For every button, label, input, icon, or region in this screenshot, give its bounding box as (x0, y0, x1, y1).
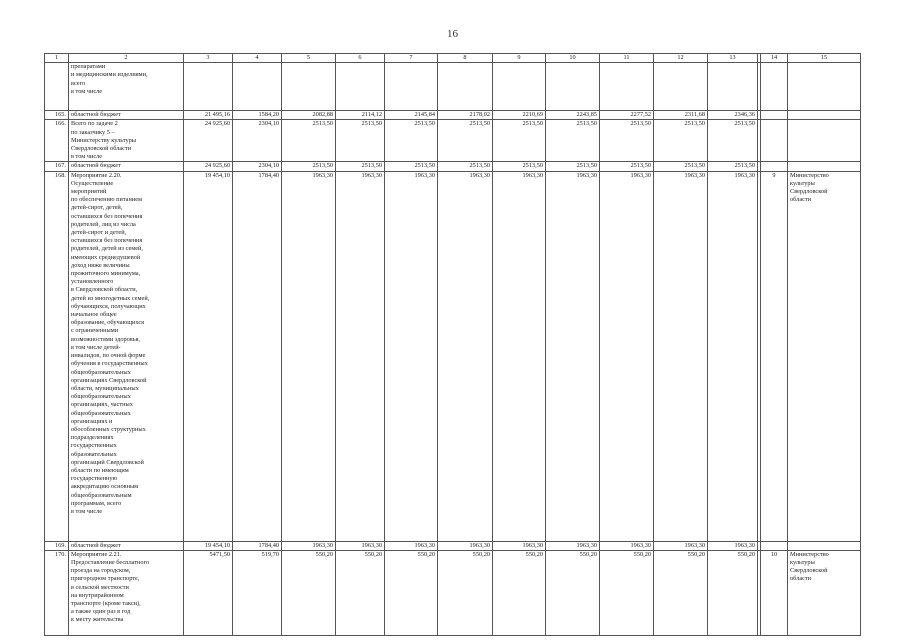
row-description: Мероприятие 2.21. Предоставление бесплатного проезда на городском, пригородном транспорте, в сельской местности на внутрирайонном транспорте (кроме такси), а также один раз в год к месту жительства (69, 550, 184, 635)
target-indicator (761, 111, 788, 120)
value-cell: 2513,50 (385, 162, 438, 171)
row-number: 165. (45, 111, 69, 120)
row-number: 170. (45, 550, 69, 635)
row-number: 166. (45, 120, 69, 162)
row-number: 167. (45, 162, 69, 171)
value-cell: 2513,50 (600, 120, 654, 162)
column-header: 1 (45, 54, 69, 63)
value-cell: 2277,52 (600, 111, 654, 120)
value-cell: 550,20 (385, 550, 438, 635)
column-header: 12 (654, 54, 708, 63)
value-cell: 1963,30 (385, 171, 438, 541)
value-cell: 1963,30 (493, 541, 546, 550)
responsible-body (788, 162, 861, 171)
value-cell (493, 63, 546, 111)
responsible-body (788, 541, 861, 550)
column-header: 13 (708, 54, 758, 63)
column-header: 15 (788, 54, 861, 63)
responsible-body: Министерство культуры Свердловской области (788, 550, 861, 635)
value-cell: 1784,40 (233, 541, 282, 550)
row-number (45, 63, 69, 111)
target-indicator (761, 162, 788, 171)
column-header: 2 (69, 54, 184, 63)
table-row (45, 171, 861, 541)
column-header: 4 (233, 54, 282, 63)
value-cell: 5471,50 (184, 550, 233, 635)
responsible-body: Министерство культуры Свердловской области (788, 171, 861, 541)
value-cell (600, 63, 654, 111)
value-cell: 2513,50 (385, 120, 438, 162)
value-cell: 1963,30 (282, 171, 336, 541)
value-cell: 2513,50 (336, 120, 385, 162)
value-cell: 1963,30 (493, 171, 546, 541)
value-cell (336, 63, 385, 111)
target-indicator: 10 (761, 550, 788, 635)
value-cell: 1963,30 (282, 541, 336, 550)
value-cell: 1963,30 (336, 171, 385, 541)
column-header: 8 (438, 54, 493, 63)
value-cell (546, 63, 600, 111)
value-cell: 24 925,60 (184, 162, 233, 171)
value-cell: 24 925,60 (184, 120, 233, 162)
column-header: 6 (336, 54, 385, 63)
value-cell: 21 495,16 (184, 111, 233, 120)
column-header: 11 (600, 54, 654, 63)
value-cell (654, 63, 708, 111)
column-header: 10 (546, 54, 600, 63)
row-number: 168. (45, 171, 69, 541)
column-header: 3 (184, 54, 233, 63)
value-cell: 1963,30 (546, 171, 600, 541)
value-cell: 2082,88 (282, 111, 336, 120)
value-cell: 19 454,10 (184, 171, 233, 541)
responsible-body (788, 111, 861, 120)
value-cell: 2304,10 (233, 162, 282, 171)
value-cell: 1963,30 (600, 171, 654, 541)
value-cell (438, 63, 493, 111)
value-cell: 1963,30 (438, 541, 493, 550)
table-row (45, 111, 861, 120)
value-cell: 2513,50 (336, 162, 385, 171)
value-cell: 1963,30 (546, 541, 600, 550)
value-cell: 1963,30 (600, 541, 654, 550)
responsible-body (788, 63, 861, 111)
value-cell: 2513,50 (438, 120, 493, 162)
value-cell: 2513,50 (493, 162, 546, 171)
row-description: Всего по задаче 2 по заказчику 5 – Министерству культуры Свердловской области в том числе (69, 120, 184, 162)
target-indicator (761, 63, 788, 111)
value-cell: 1963,30 (708, 171, 758, 541)
value-cell: 1963,30 (336, 541, 385, 550)
value-cell: 1963,30 (708, 541, 758, 550)
value-cell (282, 63, 336, 111)
value-cell: 19 454,10 (184, 541, 233, 550)
value-cell: 2513,50 (546, 162, 600, 171)
table-row (45, 541, 861, 550)
value-cell: 2513,50 (600, 162, 654, 171)
target-indicator: 9 (761, 171, 788, 541)
value-cell (385, 63, 438, 111)
value-cell: 2311,68 (654, 111, 708, 120)
responsible-body (788, 120, 861, 162)
value-cell: 1963,30 (385, 541, 438, 550)
target-indicator (761, 541, 788, 550)
value-cell: 550,20 (336, 550, 385, 635)
row-description: областной бюджет (69, 541, 184, 550)
value-cell: 2178,02 (438, 111, 493, 120)
value-cell: 2243,85 (546, 111, 600, 120)
value-cell: 2304,10 (233, 120, 282, 162)
budget-table (44, 53, 861, 636)
value-cell: 2513,50 (282, 162, 336, 171)
value-cell: 2513,50 (282, 120, 336, 162)
value-cell: 550,20 (438, 550, 493, 635)
table-header-row (45, 54, 861, 63)
row-description: Мероприятие 2.20. Осуществление мероприятий по обеспечению питанием детей-сирот, детей, оставшихся без попечения родителей, лиц из числа детей-сирот и детей, оставшихся без попечения родителей, детей из семей, имеющих среднедушевой доход ниже величины прожиточного минимума, установленного в Свердловской области, детей из многодетных семей, обучающихся, получающих начальное общее образование, обучающихся с ограниченными возможностями здоровья, в том числе детей- инвалидов, по очной форме обучения в государственных общеобразовательных организациях Свердловской области, муниципальных общеобразовательных организациях, частных общеобразовательных организациях и обособленных структурных подразделениях государственных образовательных организаций Свердловской области по имеющим государственную аккредитацию основным общеобразовательным программам, всего в том числе (69, 171, 184, 541)
table-row (45, 550, 861, 635)
value-cell: 1963,30 (438, 171, 493, 541)
value-cell: 2513,50 (708, 162, 758, 171)
value-cell: 2513,50 (654, 120, 708, 162)
column-header: 9 (493, 54, 546, 63)
value-cell: 1584,20 (233, 111, 282, 120)
value-cell: 1963,30 (654, 541, 708, 550)
value-cell: 2513,50 (493, 120, 546, 162)
value-cell: 2145,84 (385, 111, 438, 120)
value-cell: 550,20 (600, 550, 654, 635)
value-cell: 2114,12 (336, 111, 385, 120)
value-cell (708, 63, 758, 111)
column-header: 5 (282, 54, 336, 63)
value-cell: 550,20 (282, 550, 336, 635)
row-description: областной бюджет (69, 162, 184, 171)
target-indicator (761, 120, 788, 162)
page-number: 16 (447, 28, 458, 40)
column-header: 7 (385, 54, 438, 63)
value-cell: 550,20 (708, 550, 758, 635)
row-description: областной бюджет (69, 111, 184, 120)
value-cell: 2513,50 (654, 162, 708, 171)
value-cell: 550,20 (546, 550, 600, 635)
value-cell: 519,70 (233, 550, 282, 635)
value-cell: 2346,36 (708, 111, 758, 120)
table-row (45, 162, 861, 171)
value-cell: 550,20 (654, 550, 708, 635)
row-number: 169. (45, 541, 69, 550)
table-row (45, 120, 861, 162)
value-cell: 550,20 (493, 550, 546, 635)
value-cell: 2210,69 (493, 111, 546, 120)
value-cell: 2513,50 (546, 120, 600, 162)
column-header: 14 (761, 54, 788, 63)
value-cell: 2513,50 (438, 162, 493, 171)
value-cell: 1963,30 (654, 171, 708, 541)
value-cell (184, 63, 233, 111)
value-cell: 2513,50 (708, 120, 758, 162)
row-description: препаратами и медицинскими изделиями, всего в том числе (69, 63, 184, 111)
table-row (45, 63, 861, 111)
value-cell: 1784,40 (233, 171, 282, 541)
value-cell (233, 63, 282, 111)
